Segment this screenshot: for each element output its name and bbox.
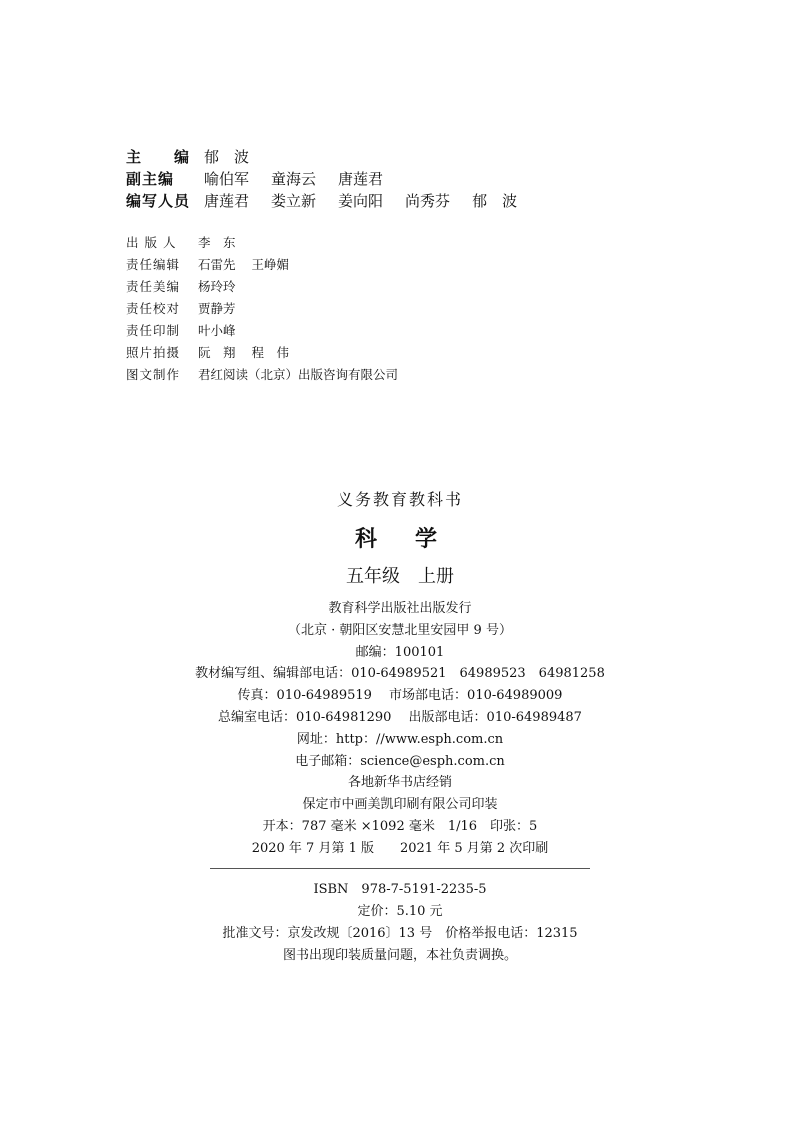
role-label: 副主编 bbox=[126, 170, 175, 188]
role-label: 责任印制 bbox=[126, 323, 181, 338]
divider-line bbox=[210, 868, 590, 869]
price-line: 定价：5.10 元 bbox=[357, 903, 443, 919]
person-name: 阮 翔 bbox=[198, 345, 236, 360]
person-name: 尚秀芬 bbox=[405, 192, 451, 210]
role-label: 责任美编 bbox=[126, 279, 181, 294]
grade-volume: 五年级 上册 bbox=[346, 566, 454, 587]
person-name: 王峥媚 bbox=[251, 257, 290, 272]
fax-line: 传真：010-64989519 市场部电话：010-64989009 bbox=[237, 688, 563, 704]
quality-notice-line: 图书出现印装质量问题，本社负责调换。 bbox=[282, 947, 517, 963]
phone-line: 教材编写组、编辑部电话：010-64989521 64989523 64981258 bbox=[195, 666, 605, 682]
names bbox=[198, 276, 236, 298]
edition-line: 2020 年 7 月第 1 版 2021 年 5 月第 2 次印刷 bbox=[251, 840, 549, 856]
website-line: 网址：http：//www.esph.com.cn bbox=[296, 731, 504, 747]
publication-info bbox=[0, 598, 800, 860]
editor-row bbox=[126, 146, 517, 168]
person-name: 杨玲玲 bbox=[198, 279, 236, 294]
role-label: 编写人员 bbox=[126, 192, 191, 210]
person-name: 娄立新 bbox=[271, 192, 317, 210]
isbn-info bbox=[0, 879, 800, 967]
names bbox=[198, 320, 236, 342]
person-name: 唐莲君 bbox=[204, 192, 250, 210]
approval-line: 批准文号：京发改规〔2016〕13 号 价格举报电话：12315 bbox=[222, 925, 578, 941]
role-label: 图文制作 bbox=[126, 367, 181, 382]
person-name: 叶小峰 bbox=[198, 323, 236, 338]
names bbox=[204, 168, 383, 190]
role-label: 出 版 人 bbox=[126, 235, 177, 250]
email-line: 电子邮箱：science@esph.com.cn bbox=[295, 753, 505, 769]
format-line: 开本：787 毫米 ×1092 毫米 1/16 印张：5 bbox=[262, 818, 538, 834]
office-phone-line: 总编室电话：010-64981290 出版部电话：010-64989487 bbox=[218, 709, 582, 725]
series-title: 义务教育教科书 bbox=[336, 490, 463, 509]
company-name: 君红阅读（北京）出版咨询有限公司 bbox=[198, 367, 399, 382]
role-label: 责任编辑 bbox=[126, 257, 181, 272]
role-label: 责任校对 bbox=[126, 301, 181, 316]
names bbox=[198, 254, 289, 276]
isbn-line: ISBN 978-7-5191-2235-5 bbox=[313, 881, 487, 897]
staff-row bbox=[126, 342, 398, 364]
staff-row bbox=[126, 254, 398, 276]
names bbox=[204, 190, 517, 212]
book-title: 科 学 bbox=[354, 527, 445, 552]
person-name: 唐莲君 bbox=[338, 170, 384, 188]
staff-row bbox=[126, 364, 398, 386]
editor-row bbox=[126, 168, 517, 190]
role-label: 主 编 bbox=[126, 148, 191, 166]
staff-row bbox=[126, 232, 398, 254]
production-credits bbox=[126, 232, 398, 386]
names bbox=[204, 146, 249, 168]
editor-credits bbox=[126, 146, 517, 212]
postcode-line: 邮编：100101 bbox=[355, 644, 445, 660]
person-name: 贾静芳 bbox=[198, 301, 236, 316]
person-name: 郁 波 bbox=[204, 148, 250, 166]
imprint-block bbox=[0, 488, 800, 967]
editor-row bbox=[126, 190, 517, 212]
names bbox=[198, 364, 398, 386]
person-name: 李 东 bbox=[198, 235, 236, 250]
staff-row bbox=[126, 276, 398, 298]
person-name: 喻伯军 bbox=[204, 170, 250, 188]
names bbox=[198, 342, 289, 364]
staff-row bbox=[126, 298, 398, 320]
printer-line: 保定市中画美凯印刷有限公司印装 bbox=[302, 797, 498, 813]
distributor-line: 各地新华书店经销 bbox=[347, 775, 452, 791]
person-name: 程 伟 bbox=[251, 345, 290, 360]
role-label: 照片拍摄 bbox=[126, 345, 181, 360]
person-name: 郁 波 bbox=[472, 192, 518, 210]
person-name: 石雷先 bbox=[198, 257, 236, 272]
names bbox=[198, 232, 236, 254]
publisher-line: 教育科学出版社出版发行 bbox=[328, 601, 472, 616]
staff-row bbox=[126, 320, 398, 342]
address-line: （北京 · 朝阳区安慧北里安园甲 9 号） bbox=[288, 622, 512, 638]
names bbox=[198, 298, 236, 320]
person-name: 童海云 bbox=[271, 170, 317, 188]
person-name: 姜向阳 bbox=[338, 192, 384, 210]
